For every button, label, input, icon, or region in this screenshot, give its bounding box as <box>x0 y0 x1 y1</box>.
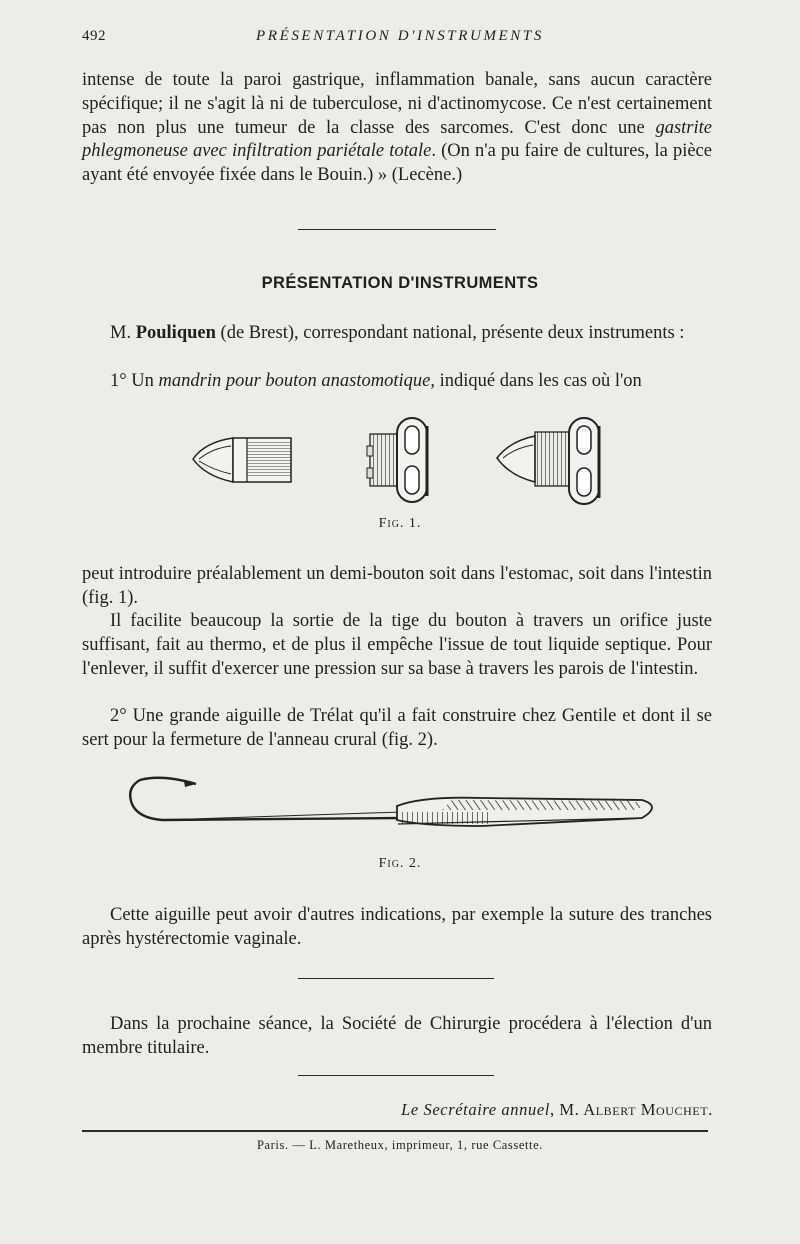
text-run: intense de toute la paroi gastrique, inflammation banale, sans aucun caractère spécifique; il ne s'agit là ni de tuberculose, ni d'actinomycose. Ce n'est certainement pas non plus une tumeur de la classe des sarcomes. C'est donc une <box>82 70 712 138</box>
figure-2-caption: Fig. 2. <box>378 856 422 871</box>
footer-rule <box>82 1130 708 1132</box>
paragraph-election-announcement: Dans la prochaine séance, la Société de Chirurgie procédera à l'élection d'un membre titulaire. <box>82 1014 712 1058</box>
paragraph-instrument-1-continued: peut introduire préalablement un demi-bouton soit dans l'estomac, soit dans l'intestin (fig. 1). <box>82 564 712 608</box>
text-run: . (On n'a pu faire de cultures, la pièce ayant été envoyée fixée dans le Bouin.) » (Lecène.) <box>82 141 712 186</box>
signature-role: Le Secrétaire annuel <box>401 1100 550 1119</box>
figure-1-illustration <box>185 412 605 512</box>
page-number: 492 <box>82 28 106 44</box>
paragraph-needle-indications: Cette aiguille peut avoir d'autres indications, par exemple la suture des tranches après hystérectomie vaginale. <box>82 905 712 949</box>
separator-rule <box>298 978 494 979</box>
text-run: M. <box>110 323 136 343</box>
figure-2-illustration <box>122 770 672 840</box>
paragraph-presenter <box>82 322 712 346</box>
needle-shaft-and-hook <box>130 778 402 820</box>
signature <box>0 1100 713 1120</box>
section-title: PRÉSENTATION D'INSTRUMENTS <box>261 274 539 292</box>
paragraph-instrument-2: 2° Une grande aiguille de Trélat qu'il a fait construire chez Gentile et dont il se sert pour la fermeture de l'anneau crural (fig. 2). <box>82 706 712 750</box>
text-run: 1° Un <box>110 371 159 391</box>
text-run: , indiqué dans les cas où l'on <box>430 371 642 391</box>
mandrin-part-holder <box>367 418 427 502</box>
italic-diagnosis: gastrite phlegmoneuse avec infiltration pariétale totale <box>82 117 712 162</box>
italic-instrument-name: mandrin pour bouton anastomotique <box>158 371 431 391</box>
figure-1-caption: Fig. 1. <box>378 516 422 531</box>
separator-rule <box>298 1075 494 1076</box>
running-title: PRÉSENTATION D'INSTRUMENTS <box>256 28 544 44</box>
needle-handle <box>397 798 652 826</box>
mandrin-part-tip <box>193 438 291 482</box>
separator-rule <box>298 229 496 230</box>
signature-separator: , <box>549 1100 560 1119</box>
printer-imprint: Paris. — L. Maretheux, imprimeur, 1, rue Cassette. <box>256 1138 544 1152</box>
running-head <box>82 28 718 50</box>
text-run: (de Brest), correspondant national, présente deux instruments : <box>215 323 685 343</box>
paragraph-instrument-1-benefits: Il facilite beaucoup la sortie de la tige du bouton à travers un orifice juste suffisant, fait au thermo, et de plus il empêche l'issue de tout liquide septique. Pour l'enlever, il suffit d'exercer une pression sur sa base à travers les parois de l'intestin. <box>82 611 712 679</box>
paragraph-instrument-1 <box>82 370 712 394</box>
signature-name: M. Albert Mouchet. <box>559 1100 713 1119</box>
paragraph-gastritis-conclusion <box>82 69 712 188</box>
mandrin-assembled <box>497 418 599 504</box>
presenter-name: Pouliquen <box>135 323 216 343</box>
